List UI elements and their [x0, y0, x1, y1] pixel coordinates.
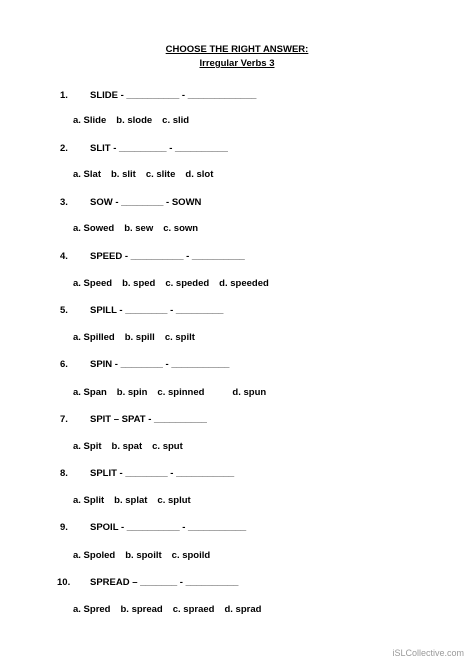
site-watermark: iSLCollective.com	[392, 648, 464, 658]
option-b: b. sew	[124, 223, 154, 234]
question-text: SPILL - ________ - _________	[90, 305, 224, 316]
option-a: a. Speed	[73, 278, 113, 289]
option-d: d. speeded	[219, 278, 269, 289]
answer-options	[73, 387, 276, 399]
option-b: b. spat	[111, 441, 143, 452]
option-d: d. spun	[232, 387, 267, 398]
answer-options	[73, 550, 220, 562]
option-b: b. spin	[116, 387, 148, 398]
option-c: c. splut	[157, 495, 191, 506]
option-b: b. spill	[124, 332, 155, 343]
answer-options	[73, 495, 201, 507]
option-c: c. spilt	[164, 332, 195, 343]
question-text: SPIT – SPAT - __________	[90, 414, 207, 425]
question-number: 3.	[60, 197, 68, 208]
option-a: a. Slide	[73, 115, 107, 126]
question-number: 7.	[60, 414, 68, 425]
option-a: a. Sowed	[73, 223, 115, 234]
answer-options	[73, 223, 208, 235]
option-a: a. Spit	[73, 441, 102, 452]
question-number: 2.	[60, 143, 68, 154]
question-number: 5.	[60, 305, 68, 316]
worksheet-subtitle: Irregular Verbs 3	[199, 58, 275, 69]
answer-options	[73, 169, 223, 181]
option-a: a. Span	[73, 387, 107, 398]
answer-options	[73, 441, 193, 453]
option-c: c. sput	[152, 441, 183, 452]
option-a: a. Spilled	[73, 332, 115, 343]
question-text: SPEED - __________ - __________	[90, 251, 245, 262]
answer-options	[73, 332, 205, 344]
option-c: c. spinned	[157, 387, 205, 398]
option-b: b. spoilt	[125, 550, 162, 561]
question-text: SPREAD – _______ - __________	[90, 577, 239, 588]
option-c: c. slid	[162, 115, 190, 126]
option-a: a. Split	[73, 495, 105, 506]
option-b: b. slode	[116, 115, 153, 126]
option-a: a. Spoled	[73, 550, 116, 561]
option-c: c. sown	[163, 223, 199, 234]
worksheet-title: CHOOSE THE RIGHT ANSWER:	[165, 44, 309, 55]
option-c: c. speded	[165, 278, 210, 289]
option-c: c. slite	[145, 169, 176, 180]
question-text: SLIT - _________ - __________	[90, 143, 228, 154]
option-a: a. Slat	[73, 169, 101, 180]
question-number: 1.	[60, 90, 68, 101]
question-number: 8.	[60, 468, 68, 479]
question-number: 9.	[60, 522, 68, 533]
option-c: c. spoild	[171, 550, 211, 561]
question-text: SLIDE - __________ - _____________	[90, 90, 257, 101]
option-b: b. spread	[120, 604, 163, 615]
option-b: b. slit	[111, 169, 136, 180]
option-d: d. slot	[185, 169, 214, 180]
option-b: b. splat	[114, 495, 148, 506]
question-text: SPOIL - __________ - ___________	[90, 522, 247, 533]
question-text: SOW - ________ - SOWN	[90, 197, 202, 208]
option-a: a. Spred	[73, 604, 111, 615]
answer-options	[73, 115, 199, 127]
question-number: 4.	[60, 251, 68, 262]
answer-options	[73, 278, 279, 290]
question-text: SPIN - ________ - ___________	[90, 359, 230, 370]
option-c: c. spraed	[172, 604, 215, 615]
option-b: b. sped	[122, 278, 156, 289]
option-d: d. sprad	[224, 604, 262, 615]
answer-options	[73, 604, 271, 616]
question-number: 10.	[57, 577, 71, 588]
question-text: SPLIT - ________ - ___________	[90, 468, 235, 479]
question-number: 6.	[60, 359, 68, 370]
